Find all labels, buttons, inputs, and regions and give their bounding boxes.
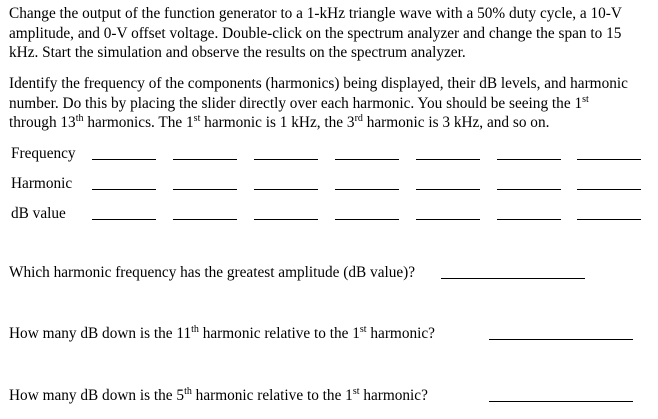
harmonic-row-label: Harmonic [11, 175, 73, 192]
question-text: harmonic relative to the 1 [191, 387, 353, 404]
ordinal-suffix: rd [354, 113, 363, 124]
ordinal-suffix: st [359, 324, 367, 335]
ordinal-suffix: th [191, 324, 199, 335]
harmonic-answer-blank-1[interactable] [92, 189, 156, 190]
frequency-answer-blank-3[interactable] [254, 159, 318, 160]
answer-blank-greatest-amplitude[interactable] [441, 278, 585, 279]
db-value-row-label: dB value [11, 205, 66, 222]
harmonic-answer-blank-3[interactable] [254, 189, 318, 190]
harmonic-answer-blank-6[interactable] [497, 189, 561, 190]
db-value-answer-blank-2[interactable] [173, 219, 237, 220]
identify-text-1: Identify the frequency of the components (harmonics) being displayed, their dB levels, and harmonic number. Do this by placing the slider directly over each harmonic. You should be seeing the 1 [9, 75, 628, 112]
question-text: harmonic relative to the 1 [198, 325, 360, 342]
ordinal-suffix: st [193, 113, 201, 124]
answer-blank-5th-harmonic[interactable] [489, 401, 633, 402]
identify-text-3: harmonics. The 1 [83, 114, 194, 131]
question-5th-harmonic [9, 386, 428, 405]
db-value-answer-blank-1[interactable] [92, 219, 156, 220]
ordinal-suffix: th [75, 113, 84, 124]
frequency-answer-blank-1[interactable] [92, 159, 156, 160]
question-text: harmonic? [366, 325, 435, 342]
ordinal-suffix: th [184, 386, 192, 397]
question-greatest-amplitude [9, 263, 415, 282]
frequency-row-label: Frequency [11, 145, 76, 162]
instructions-paragraph: Change the output of the function generator to a 1-kHz triangle wave with a 50% duty cycle, a 10-V amplitude, and 0-V offset voltage. Double-click on the spectrum analyzer and change the span to 15 kHz. Start the simulation and observe the results on the spectrum analyzer. [9, 5, 622, 61]
ordinal-suffix: st [582, 93, 589, 105]
frequency-answer-blank-2[interactable] [173, 159, 237, 160]
frequency-answer-blank-6[interactable] [497, 159, 561, 160]
harmonic-answer-blank-2[interactable] [173, 189, 237, 190]
question-11th-harmonic [9, 324, 435, 343]
db-value-answer-blank-6[interactable] [497, 219, 561, 220]
db-value-answer-blank-4[interactable] [335, 219, 399, 220]
frequency-answer-blank-4[interactable] [335, 159, 399, 160]
frequency-answer-blank-5[interactable] [416, 159, 480, 160]
db-value-answer-blank-5[interactable] [416, 219, 480, 220]
db-value-answer-blank-7[interactable] [577, 219, 641, 220]
identify-text-2: through 13 [9, 114, 76, 131]
question-text: Which harmonic frequency has the greatest amplitude (dB value)? [9, 264, 416, 281]
question-text: harmonic? [359, 387, 428, 404]
ordinal-suffix: st [352, 386, 360, 397]
harmonic-answer-blank-4[interactable] [335, 189, 399, 190]
db-value-answer-blank-3[interactable] [254, 219, 318, 220]
answer-blank-11th-harmonic[interactable] [489, 339, 633, 340]
identify-text-5: harmonic is 3 kHz, and so on. [362, 114, 550, 131]
identify-paragraph [9, 74, 639, 133]
harmonic-answer-blank-7[interactable] [577, 189, 641, 190]
question-text: How many dB down is the 5 [9, 387, 185, 404]
identify-text-4: harmonic is 1 kHz, the 3 [200, 114, 355, 131]
question-text: How many dB down is the 11 [9, 325, 192, 342]
frequency-answer-blank-7[interactable] [577, 159, 641, 160]
harmonic-answer-blank-5[interactable] [416, 189, 480, 190]
